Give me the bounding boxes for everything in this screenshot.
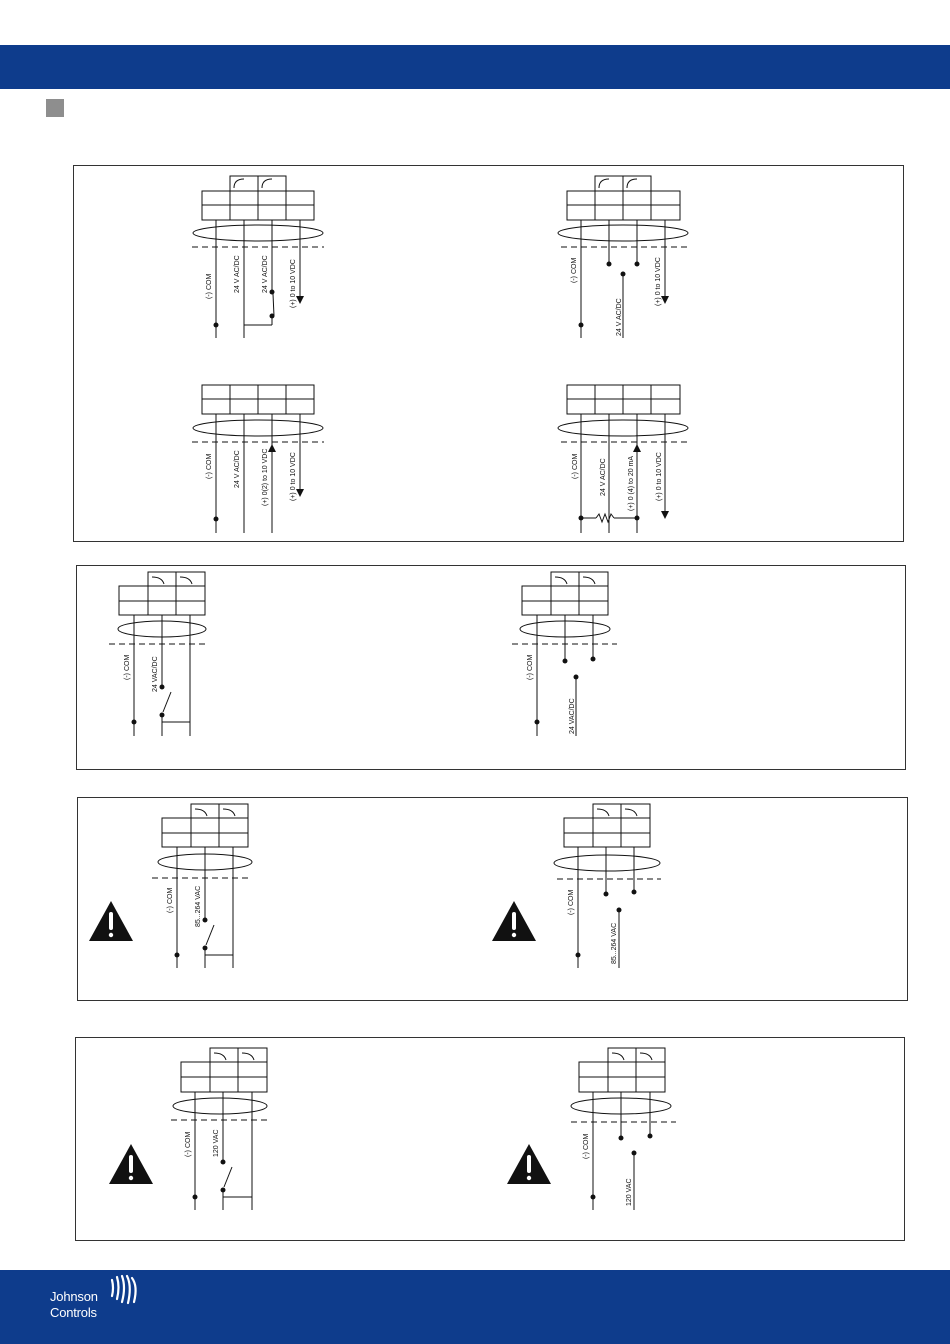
brand-logo-icon bbox=[108, 1272, 142, 1306]
120vac-svg bbox=[76, 1038, 906, 1242]
warning-icon bbox=[492, 901, 536, 941]
analog-wiring-svg bbox=[74, 166, 905, 543]
brand-logo-text bbox=[50, 1289, 98, 1321]
24v-switch-svg bbox=[77, 566, 907, 771]
label-com-g: (-) COM bbox=[167, 887, 174, 913]
brand-line-2: Controls bbox=[50, 1305, 97, 1320]
warning-icon bbox=[89, 901, 133, 941]
label-com-f: (-) COM bbox=[527, 654, 534, 680]
85-264vac-svg bbox=[78, 798, 909, 1002]
label-com-b: (-) COM bbox=[571, 257, 578, 283]
label-24v-a1: 24 V AC/DC bbox=[234, 255, 241, 293]
label-24v-e: 24 VAC/DC bbox=[152, 656, 159, 692]
panel-85-264vac-wiring bbox=[77, 797, 908, 1001]
label-85-264-h: 85...264 VAC bbox=[611, 922, 618, 964]
label-signal-c2: (+) 0 to 10 VDC bbox=[290, 452, 297, 501]
label-signal-a: (+) 0 to 10 VDC bbox=[290, 259, 297, 308]
footer-bar bbox=[0, 1270, 950, 1344]
label-com-h: (-) COM bbox=[568, 889, 575, 915]
label-24v-f: 24 VAC/DC bbox=[569, 698, 576, 734]
label-24v-c: 24 V AC/DC bbox=[234, 450, 241, 488]
panel-analog-wiring bbox=[73, 165, 904, 542]
label-24v-d: 24 V AC/DC bbox=[600, 458, 607, 496]
label-com-a: (-) COM bbox=[206, 273, 213, 299]
section-marker bbox=[46, 99, 64, 117]
brand-line-1: Johnson bbox=[50, 1289, 98, 1304]
label-signal-b: (+) 0 to 10 VDC bbox=[655, 257, 662, 306]
label-com-i: (-) COM bbox=[185, 1131, 192, 1157]
label-signal-d1: (+) 0 (4) to 20 mA bbox=[628, 455, 635, 511]
warning-icon bbox=[109, 1144, 153, 1184]
label-com-d: (-) COM bbox=[572, 453, 579, 479]
panel-120vac-wiring bbox=[75, 1037, 905, 1241]
label-85-264-g: 85...264 VAC bbox=[195, 885, 202, 927]
panel-24v-switch-wiring bbox=[76, 565, 906, 770]
header-bar bbox=[0, 45, 950, 89]
label-com-e: (-) COM bbox=[124, 654, 131, 680]
label-120-j: 120 VAC bbox=[626, 1178, 633, 1206]
label-24v-a2: 24 V AC/DC bbox=[262, 255, 269, 293]
label-com-c: (-) COM bbox=[206, 453, 213, 479]
label-com-j: (-) COM bbox=[583, 1133, 590, 1159]
warning-icon bbox=[507, 1144, 551, 1184]
label-120-i: 120 VAC bbox=[213, 1129, 220, 1157]
label-24v-b: 24 V AC/DC bbox=[616, 298, 623, 336]
label-signal-d2: (+) 0 to 10 VDC bbox=[656, 452, 663, 501]
label-signal-c1: (+) 0(2) to 10 VDC bbox=[262, 448, 269, 506]
